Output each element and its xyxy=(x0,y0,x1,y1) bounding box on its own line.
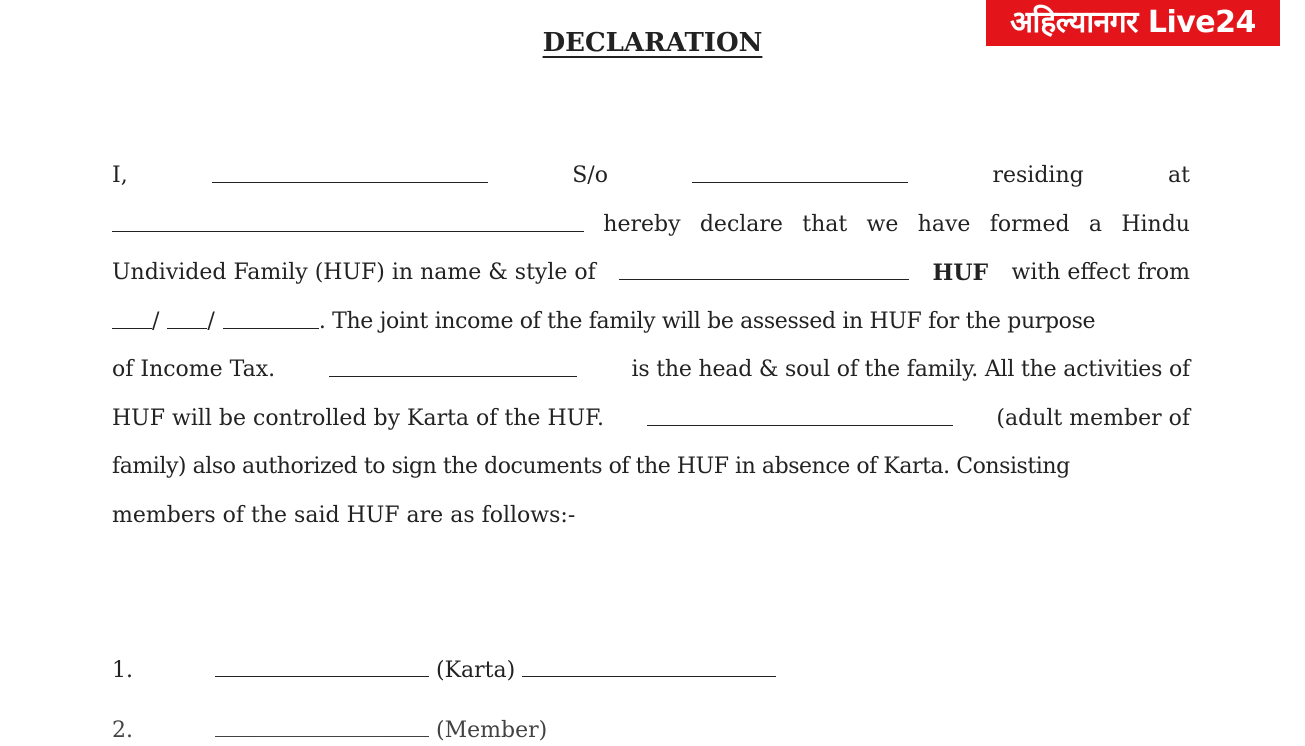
line-text: . The joint income of the family will be assessed in HUF for the purpose xyxy=(318,308,1096,334)
son-of-label: S/o xyxy=(572,163,608,188)
paragraph-line-1 xyxy=(112,152,1190,201)
word: that xyxy=(802,211,848,237)
word: hereby xyxy=(603,211,681,237)
paragraph-line-2 xyxy=(112,201,1190,250)
paragraph-line-4 xyxy=(112,298,1190,347)
member-number: 1. xyxy=(112,658,133,683)
year-blank xyxy=(223,298,319,329)
document-title: DECLARATION xyxy=(542,28,763,58)
line-text: (adult member of xyxy=(996,405,1190,431)
paragraph-line-6 xyxy=(112,395,1190,444)
date-slash: / xyxy=(152,308,160,334)
declaration-paragraph xyxy=(112,152,1190,540)
date-slash: / xyxy=(207,308,215,334)
huf-name-blank xyxy=(619,249,909,280)
address-blank xyxy=(112,201,584,232)
word: declare xyxy=(699,211,783,237)
member-row-1 xyxy=(112,646,776,686)
word: a xyxy=(1088,211,1103,237)
word: formed xyxy=(989,211,1070,237)
member-number: 2. xyxy=(112,718,133,743)
member-name-blank xyxy=(215,706,429,737)
member-name-blank xyxy=(215,646,429,677)
father-name-blank xyxy=(692,152,908,183)
line-text: Undivided Family (HUF) in name & style of xyxy=(112,260,596,285)
at-word: at xyxy=(1167,163,1190,188)
line-text: members of the said HUF are as follows:- xyxy=(112,502,576,528)
huf-bold-word: HUF xyxy=(932,260,989,286)
residing-word: residing xyxy=(992,163,1084,188)
day-blank xyxy=(112,298,152,329)
adult-member-blank xyxy=(647,395,953,426)
watermark-logo: अहिल्यानगर Live24 xyxy=(986,0,1280,46)
line-text: HUF will be controlled by Karta of the HUF. xyxy=(112,405,605,431)
line-text: of Income Tax. xyxy=(112,357,276,382)
member-role: (Member) xyxy=(436,718,548,743)
member-relation-blank xyxy=(522,646,776,677)
word: we xyxy=(866,211,899,237)
month-blank xyxy=(167,298,207,329)
word: Hindu xyxy=(1121,211,1190,237)
paragraph-line-3 xyxy=(112,249,1190,298)
member-role: (Karta) xyxy=(436,658,516,683)
paragraph-line-5 xyxy=(112,346,1190,395)
name-blank xyxy=(212,152,488,183)
paragraph-line-7 xyxy=(112,443,1190,492)
member-row-2 xyxy=(112,706,547,746)
karta-name-blank xyxy=(329,346,577,377)
word: have xyxy=(917,211,971,237)
line-text: is the head & soul of the family. All the activities of xyxy=(631,357,1190,382)
pronoun-i: I, xyxy=(112,163,128,188)
line-text: with effect from xyxy=(1011,260,1190,285)
paragraph-line-8 xyxy=(112,492,1190,541)
line-text: family) also authorized to sign the documents of the HUF in absence of Karta. Consisting xyxy=(112,454,1070,479)
